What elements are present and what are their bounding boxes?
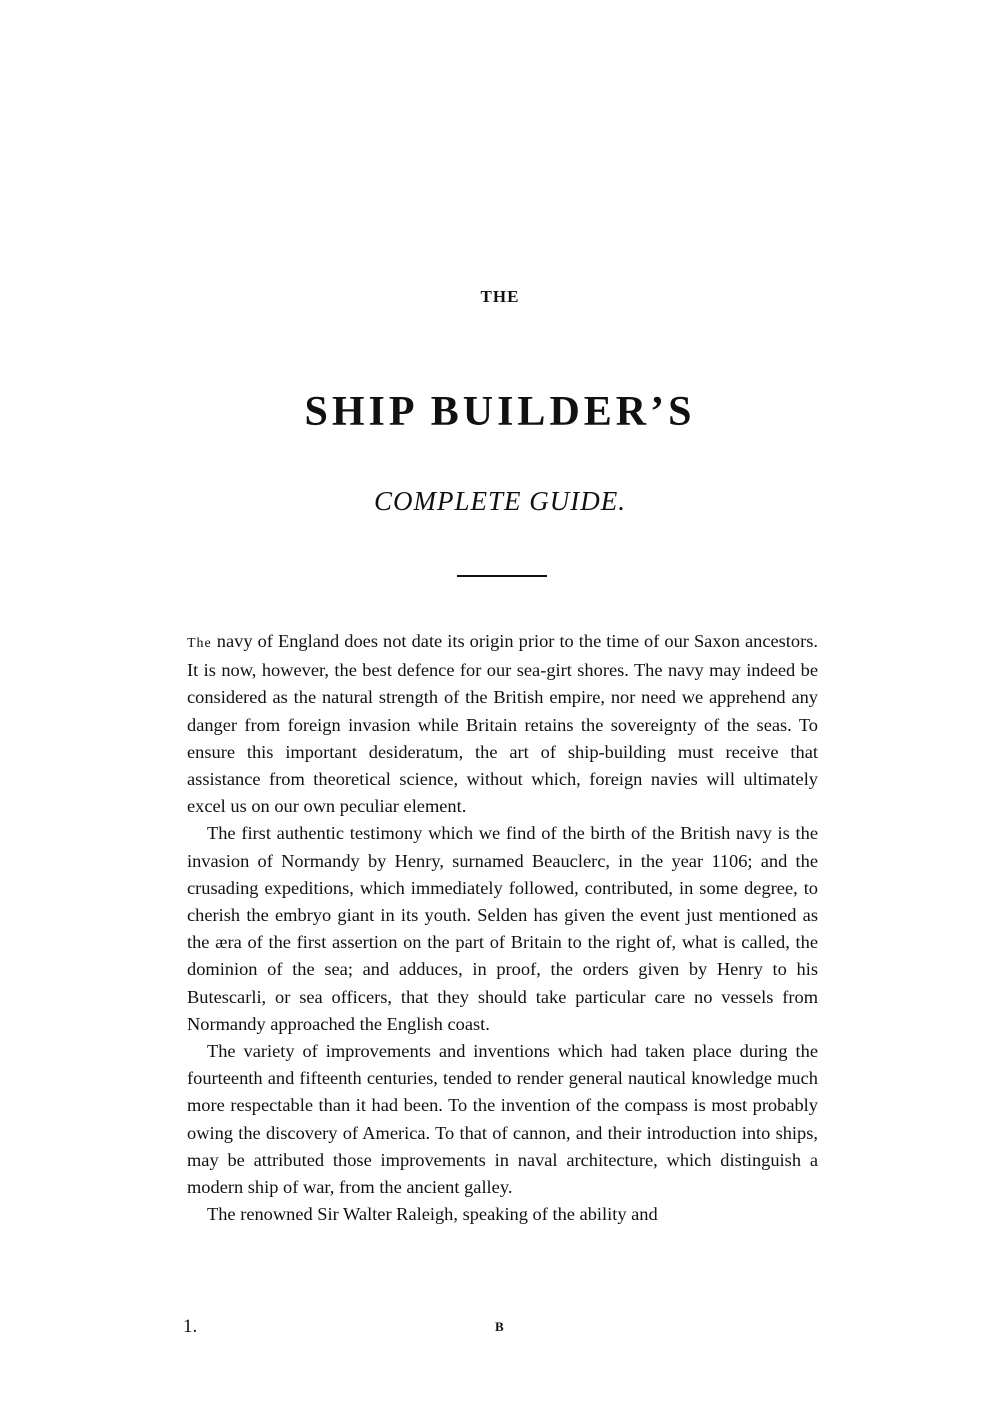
paragraph-4: The renowned Sir Walter Raleigh, speaking of the ability and bbox=[207, 1204, 658, 1225]
paragraph-3: The variety of improvements and inventions which had taken place during the fourteenth and fifteenth centuries, tended to render general nautical knowledge much more respectable than it had been. To the invention of the compass is most probably owing the discovery of America. To that of cannon, and their introduction into ships, may be attributed those improvements in naval architecture, which distinguish a modern ship of war, from the ancient galley. bbox=[187, 1041, 818, 1198]
paragraph-1 bbox=[187, 628, 818, 820]
title-article: THE bbox=[480, 287, 520, 306]
signature-mark: B bbox=[495, 1319, 504, 1334]
paragraph-1-lead: The bbox=[187, 636, 212, 651]
paragraph-2: The first authentic testimony which we find of the birth of the British navy is the invasion of Normandy by Henry, surnamed Beauclerc, in the year 1106; and the crusading expeditions, which immediately followed, contributed, in some degree, to cherish the embryo giant in its youth. Selden has given the event just mentioned as the æra of the first assertion on the part of Britain to the right of, what is called, the dominion of the sea; and adduces, in proof, the orders given by Henry to his Butescarli, or sea officers, that they should take particular care no vessels from Normandy approached the English coast. bbox=[187, 823, 818, 1034]
book-subtitle: COMPLETE GUIDE. bbox=[374, 486, 626, 516]
body-text bbox=[187, 628, 818, 1228]
title-rule bbox=[457, 575, 547, 577]
part-number: 1. bbox=[183, 1316, 198, 1337]
book-title: SHIP BUILDER’S bbox=[304, 389, 696, 435]
paragraph-1-text: navy of England does not date its origin prior to the time of our Saxon ancestors. It is now, however, the best defence for our sea-girt shores. The navy may indeed be considered as the natural strength of the British empire, nor need we apprehend any danger from foreign invasion while Britain retains the sovereignty of the seas. To ensure this important desideratum, the art of ship-building must receive that assistance from theoretical science, without which, foreign navies will ultimately excel us on our own peculiar element. bbox=[187, 631, 818, 817]
